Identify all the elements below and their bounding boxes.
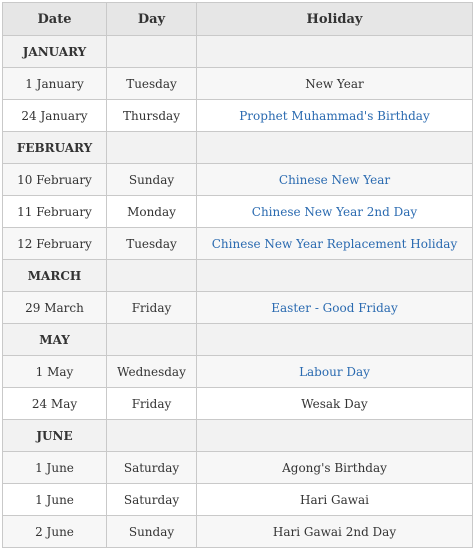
table-row — [3, 228, 473, 260]
month-day-empty — [107, 420, 197, 452]
date-cell: 1 May — [3, 356, 107, 388]
month-holiday-empty — [197, 132, 473, 164]
month-row — [3, 36, 473, 68]
date-cell: 24 May — [3, 388, 107, 420]
day-cell: Saturday — [107, 452, 197, 484]
holiday-name: Hari Gawai — [299, 492, 369, 507]
table-row — [3, 516, 473, 548]
month-row — [3, 132, 473, 164]
month-label: MARCH — [3, 260, 107, 292]
date-cell: 24 January — [3, 100, 107, 132]
holiday-cell — [197, 484, 473, 516]
holiday-cell — [197, 164, 473, 196]
holiday-link[interactable]: Chinese New Year Replacement Holiday — [211, 236, 458, 251]
table-row — [3, 356, 473, 388]
table-row — [3, 452, 473, 484]
table-row — [3, 164, 473, 196]
holiday-cell — [197, 356, 473, 388]
month-day-empty — [107, 260, 197, 292]
holiday-link[interactable]: Prophet Muhammad's Birthday — [239, 108, 430, 123]
month-holiday-empty — [197, 324, 473, 356]
table-header — [3, 3, 473, 36]
header-holiday: Holiday — [197, 3, 473, 36]
date-cell: 1 June — [3, 484, 107, 516]
holiday-table — [2, 2, 473, 548]
month-label: FEBRUARY — [3, 132, 107, 164]
month-day-empty — [107, 324, 197, 356]
holiday-cell — [197, 388, 473, 420]
table-row — [3, 484, 473, 516]
day-cell: Friday — [107, 292, 197, 324]
date-cell: 10 February — [3, 164, 107, 196]
header-date: Date — [3, 3, 107, 36]
table-row — [3, 196, 473, 228]
holiday-name: Agong's Birthday — [282, 460, 387, 475]
month-label: MAY — [3, 324, 107, 356]
holiday-link[interactable]: Chinese New Year 2nd Day — [251, 204, 418, 219]
date-cell: 11 February — [3, 196, 107, 228]
day-cell: Saturday — [107, 484, 197, 516]
header-day: Day — [107, 3, 197, 36]
holiday-table-container — [2, 2, 474, 548]
holiday-cell — [197, 100, 473, 132]
day-cell: Thursday — [107, 100, 197, 132]
day-cell: Sunday — [107, 164, 197, 196]
date-cell: 12 February — [3, 228, 107, 260]
month-day-empty — [107, 132, 197, 164]
day-cell: Tuesday — [107, 228, 197, 260]
table-row — [3, 68, 473, 100]
holiday-cell — [197, 228, 473, 260]
date-cell: 29 March — [3, 292, 107, 324]
table-row — [3, 100, 473, 132]
date-cell: 1 January — [3, 68, 107, 100]
holiday-link[interactable]: Labour Day — [299, 364, 370, 379]
day-cell: Sunday — [107, 516, 197, 548]
month-label: JANUARY — [3, 36, 107, 68]
holiday-cell — [197, 516, 473, 548]
holiday-cell — [197, 292, 473, 324]
date-cell: 1 June — [3, 452, 107, 484]
date-cell: 2 June — [3, 516, 107, 548]
month-label: JUNE — [3, 420, 107, 452]
month-holiday-empty — [197, 420, 473, 452]
holiday-cell — [197, 196, 473, 228]
holiday-link[interactable]: Chinese New Year — [278, 172, 391, 187]
month-row — [3, 324, 473, 356]
header-row — [3, 3, 473, 36]
holiday-name: Wesak Day — [301, 396, 368, 411]
holiday-cell — [197, 452, 473, 484]
month-row — [3, 420, 473, 452]
day-cell: Wednesday — [107, 356, 197, 388]
holiday-cell — [197, 68, 473, 100]
table-row — [3, 388, 473, 420]
day-cell: Tuesday — [107, 68, 197, 100]
holiday-name: New Year — [305, 76, 364, 91]
table-body — [3, 36, 473, 548]
day-cell: Monday — [107, 196, 197, 228]
month-row — [3, 260, 473, 292]
month-day-empty — [107, 36, 197, 68]
day-cell: Friday — [107, 388, 197, 420]
month-holiday-empty — [197, 260, 473, 292]
table-row — [3, 292, 473, 324]
holiday-name: Hari Gawai 2nd Day — [272, 524, 397, 539]
holiday-link[interactable]: Easter - Good Friday — [271, 300, 398, 315]
month-holiday-empty — [197, 36, 473, 68]
